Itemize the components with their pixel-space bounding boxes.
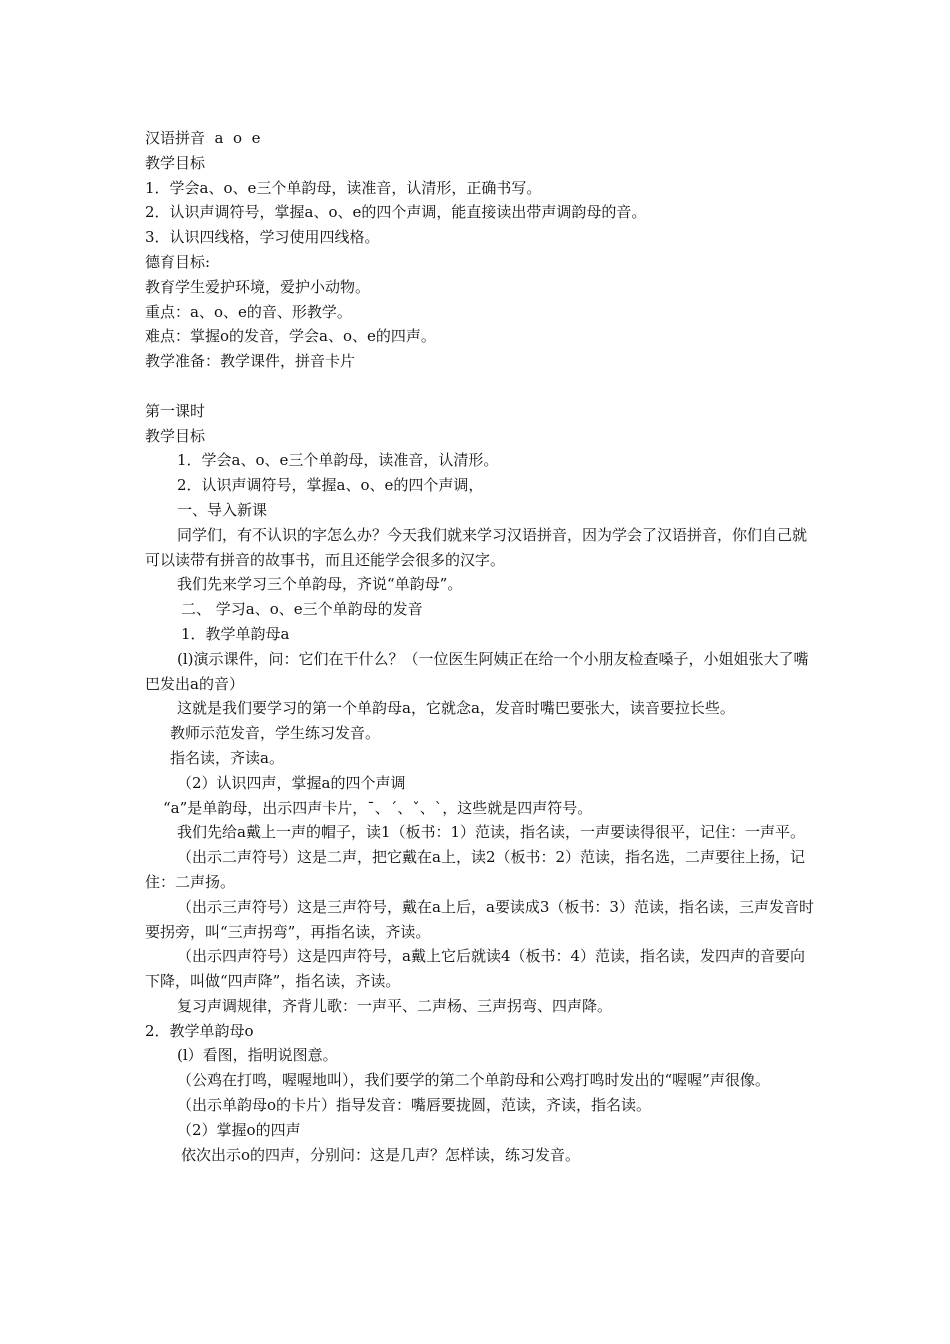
difficulty: 难点：掌握o的发音，学会a、o、e的四声。 (145, 327, 436, 346)
blank-line (145, 374, 817, 399)
o-step1-line: (l）看图，指明说图意。 (177, 1046, 338, 1065)
a-read-line: 指名读，齐读a。 (170, 748, 284, 767)
intro-line: 我们先来学习三个单韵母，齐说“单韵母”。 (177, 575, 463, 594)
subsection-o: 2．教学单韵母o (145, 1021, 254, 1040)
section-heading-intro: 一、导入新课 (177, 500, 268, 519)
document-body (145, 126, 817, 1167)
o-rooster-paragraph: （公鸡在打鸣，喔喔地叫），我们要学的第二个单韵母和公鸡打鸣时发出的“喔喔”声很像。 (177, 1071, 770, 1090)
section-heading-vowels: 二、 学习a、o、e三个单韵母的发音 (181, 600, 423, 619)
lesson-heading: 第一课时 (145, 401, 206, 420)
a-teacher-line: 教师示范发音，学生练习发音。 (170, 724, 381, 743)
document-title: 汉语拼音 a o e (145, 129, 261, 147)
a-step2-line: （2）认识四声，掌握a的四个声调 (177, 773, 406, 792)
tone3-paragraph: （出示三声符号）这是三声符号，戴在a上后，a要读成3（板书：3）范读，指名读，三声发音时要拐旁，叫“三声拐弯”，再指名读，齐读。 (145, 897, 814, 941)
review-line: 复习声调规律，齐背儿歌：一声平、二声杨、三声拐弯、四声降。 (177, 996, 613, 1015)
key-point: 重点：a、o、e的音、形教学。 (145, 302, 352, 321)
moral-text: 教育学生爱护环境，爱护小动物。 (145, 277, 371, 296)
a-step1-paragraph: (l)演示课件，问：它们在干什么？（一位医生阿姨正在给一个小朋友检查嗓子，小姐姐张大了嘴巴发出a的音） (145, 649, 809, 693)
lesson-goals-heading: 教学目标 (145, 426, 206, 445)
goal-item: 2．认识声调符号，掌握a、o、e的四个声调，能直接读出带声调韵母的音。 (145, 203, 647, 222)
o-card-line: （出示单韵母o的卡片）指导发音：嘴唇要拢圆，范读，齐读，指名读。 (177, 1096, 652, 1115)
lesson-goal-item: 1．学会a、o、e三个单韵母，读准音，认清形。 (177, 451, 499, 470)
o-step2-line: （2）掌握o的四声 (177, 1120, 301, 1139)
tone1-paragraph: 我们先给a戴上一声的帽子，读1（板书：1）范读，指名读，一声要读得很平，记住：一声平。 (177, 823, 806, 842)
goal-item: 1．学会a、o、e三个单韵母，读准音，认清形，正确书写。 (145, 178, 542, 197)
intro-paragraph: 同学们，有不认识的字怎么办？今天我们就来学习汉语拼音，因为学会了汉语拼音，你们自己就可以读带有拼音的故事书，而且还能学会很多的汉字。 (145, 525, 808, 569)
lesson-goal-item: 2．认识声调符号，掌握a、o、e的四个声调， (177, 476, 484, 495)
goal-item: 3．认识四线格，学习使用四线格。 (145, 228, 380, 247)
a-tones-line: “a”是单韵母，出示四声卡片，ˉ、ˊ、ˇ、ˋ，这些就是四声符号。 (163, 798, 593, 817)
tone4-paragraph: （出示四声符号）这是四声符号，a戴上它后就读4（板书：4）范读，指名读，发四声的音要向下降，叫做“四声降”，指名读，齐读。 (145, 947, 806, 991)
goals-heading: 教学目标 (145, 153, 206, 172)
a-step1-continued: 这就是我们要学习的第一个单韵母a，它就念a，发音时嘴巴要张大，读音要拉长些。 (177, 699, 735, 718)
tone2-paragraph: （出示二声符号）这是二声，把它戴在a上，读2（板书：2）范读，指名选，二声要往上扬，记住：二声扬。 (145, 848, 806, 891)
moral-heading: 德育目标: (145, 252, 211, 271)
o-four-line: 依次出示o的四声，分别问：这是几声？怎样读，练习发音。 (181, 1145, 581, 1164)
preparation: 教学准备：教学课件，拼音卡片 (145, 352, 356, 371)
subsection-a: 1．教学单韵母a (181, 624, 290, 643)
